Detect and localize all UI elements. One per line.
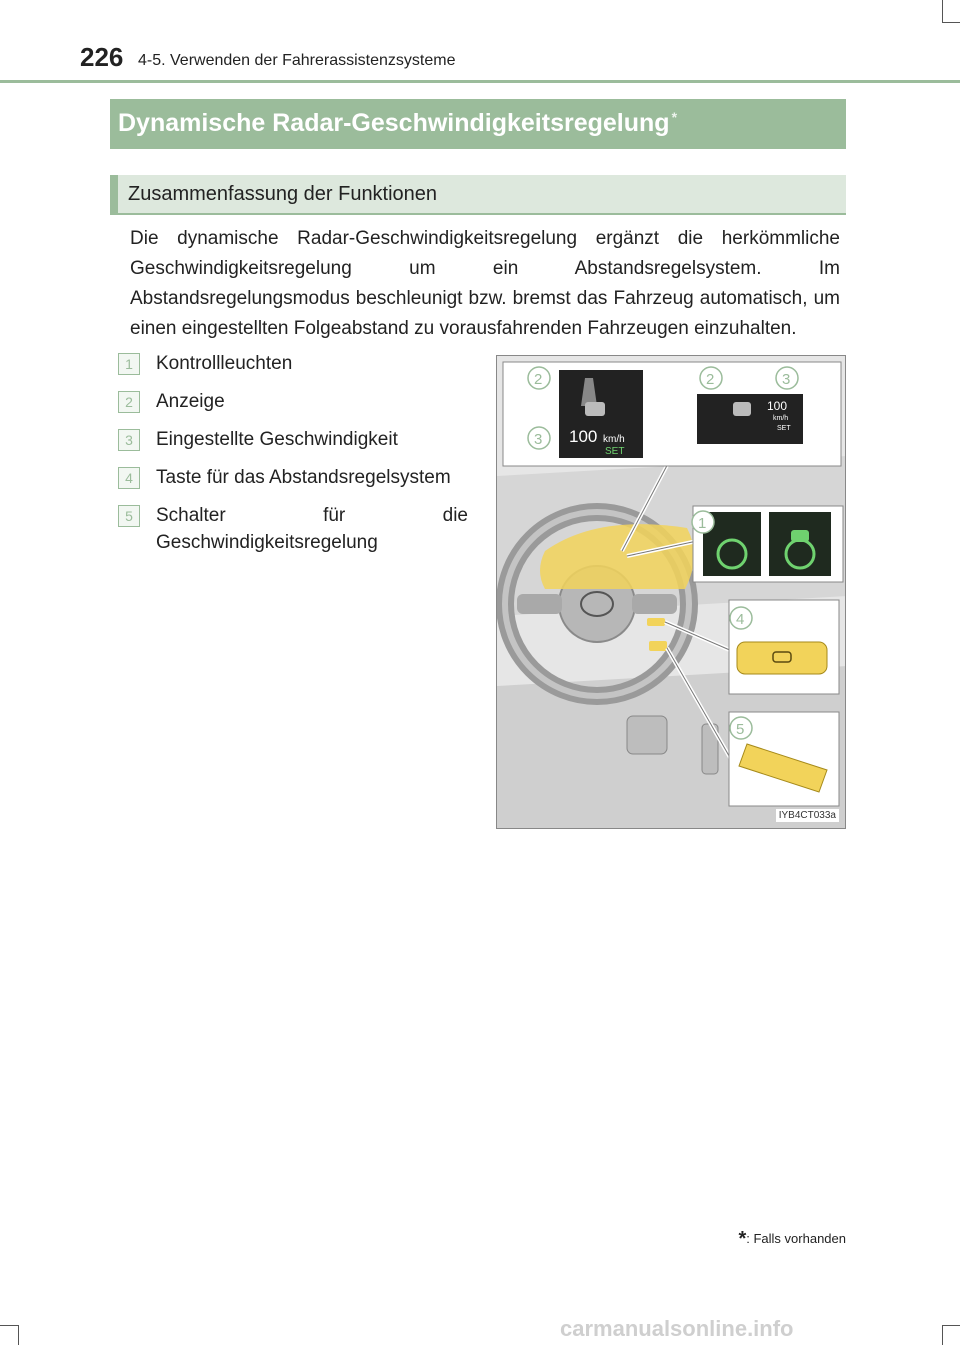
footnote — [700, 1228, 846, 1251]
small-speed-unit: km/h — [773, 415, 789, 422]
crop-mark — [942, 22, 960, 23]
section-banner — [110, 175, 846, 215]
dashboard-illustration — [496, 355, 846, 829]
feature-list — [118, 350, 468, 567]
callout-label: 3 — [534, 431, 543, 448]
crop-mark — [0, 1325, 18, 1326]
number-badge: 2 — [118, 391, 140, 413]
title-banner — [110, 99, 846, 149]
watermark: carmanualsonline.info — [560, 1316, 794, 1341]
number-badge: 3 — [118, 429, 140, 451]
intro-paragraph: Die dynamische Radar-Geschwindigkeitsregelung ergänzt die herkömmliche Geschwindigkeitsregelung um ein Abstandsregelsystem. Im Abstandsregelungsmodus beschleunigt bzw. bremst das Fahrzeug automatisch, um einen eingestellten Folgeabstand zu vorausfahrenden Fahrzeugen einzuhalten. — [130, 228, 840, 339]
speed-value: 100 — [569, 427, 598, 446]
distance-button-highlight — [647, 618, 665, 626]
feature-label: Anzeige — [156, 391, 225, 412]
callout-label: 3 — [782, 371, 791, 388]
page-number: 226 — [80, 42, 124, 72]
number-badge: 1 — [118, 353, 140, 375]
car-icon — [585, 402, 605, 416]
feature-label: Eingestellte Geschwindigkeit — [156, 429, 398, 450]
dashboard-drawing — [497, 356, 846, 829]
steering-spoke-right — [632, 594, 677, 614]
feature-item-4 — [118, 464, 468, 491]
cruise-lever-highlight — [649, 641, 667, 651]
feature-item-5 — [118, 502, 468, 556]
illustration-code: IYB4CT033a — [776, 809, 839, 822]
optional-marker: * — [671, 109, 678, 125]
callout-label: 2 — [706, 371, 715, 388]
section-banner-bar — [110, 175, 118, 213]
distance-button — [737, 642, 827, 674]
number-badge: 4 — [118, 467, 140, 489]
feature-item-3 — [118, 426, 468, 453]
radar-cruise-indicator — [769, 512, 831, 576]
small-set-label: SET — [777, 425, 791, 432]
callout-label: 2 — [534, 371, 543, 388]
footnote-marker: * — [738, 1228, 747, 1250]
radar-car-icon — [791, 530, 809, 542]
callout-label: 1 — [698, 515, 707, 532]
page-title — [118, 109, 677, 138]
feature-label: Taste für das Abstandsregelsystem — [156, 467, 451, 488]
feature-label: Kontrollleuchten — [156, 353, 293, 374]
crop-mark — [18, 1325, 19, 1345]
callout-label: 5 — [736, 721, 745, 738]
feature-item-1 — [118, 350, 468, 377]
page-title-text: Dynamische Radar-Geschwindigkeitsregelung — [118, 109, 670, 137]
small-speed-value: 100 — [767, 399, 788, 413]
header-rule — [0, 80, 960, 83]
small-car-icon — [733, 402, 751, 416]
chapter-title: 4-5. Verwenden der Fahrerassistenzsysteme — [138, 52, 456, 69]
number-badge: 5 — [118, 505, 140, 527]
section-title: Zusammenfassung der Funktionen — [128, 183, 438, 205]
crop-mark — [942, 1325, 960, 1326]
callout-label: 4 — [736, 611, 745, 628]
speed-unit: km/h — [603, 434, 625, 445]
footnote-text: : Falls vorhanden — [746, 1230, 846, 1246]
set-label: SET — [605, 446, 625, 457]
feature-item-2 — [118, 388, 468, 415]
brake-pedal — [627, 716, 667, 754]
crop-mark — [942, 0, 943, 22]
feature-label: Schalter für die Geschwindigkeitsregelung — [156, 505, 468, 553]
steering-spoke-left — [517, 594, 562, 614]
crop-mark — [942, 1325, 943, 1345]
